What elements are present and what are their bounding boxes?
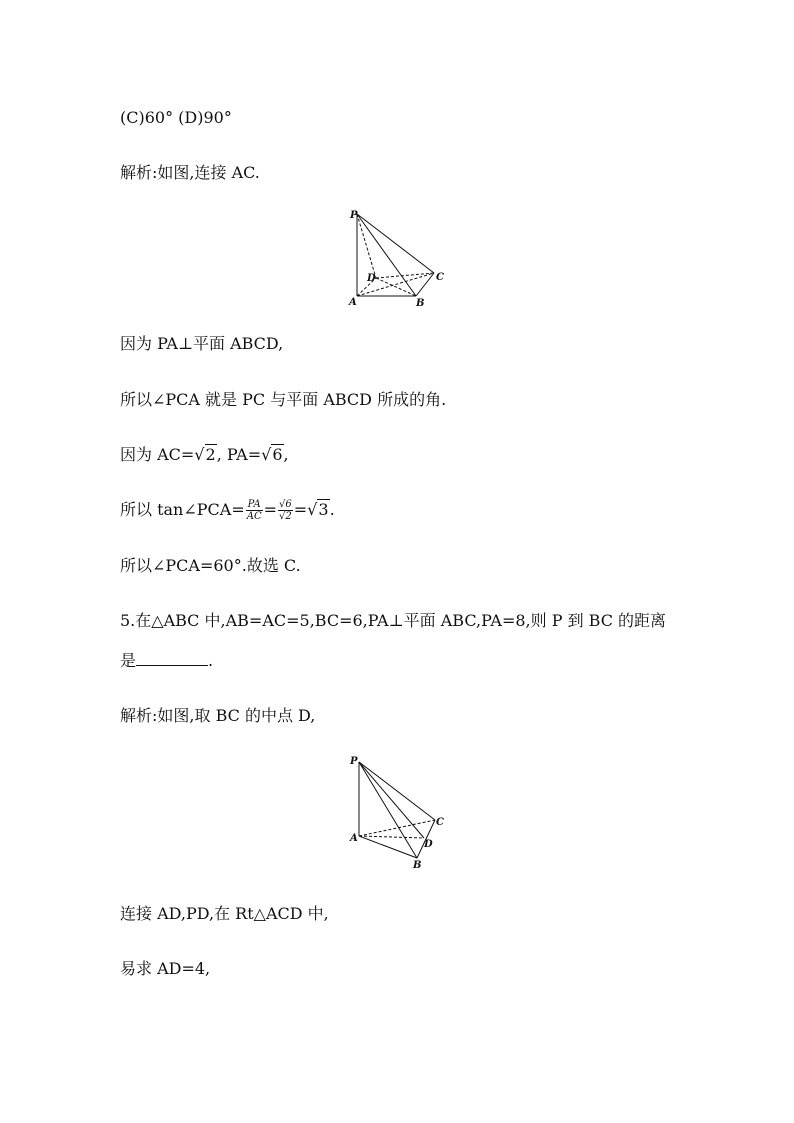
figure2-label-b: B (413, 860, 422, 871)
text-segment: . (208, 651, 214, 670)
figure2-label-d: D (424, 839, 433, 850)
figure1-label-c: C (436, 272, 444, 283)
fraction-numerator: PA (247, 499, 261, 510)
text-segment: , (283, 445, 289, 464)
radicand: 3 (318, 500, 329, 519)
solution2-line2: 易求 AD=4, (120, 959, 211, 978)
fraction-numerator: √6 (279, 499, 292, 510)
solution1-line4 (120, 499, 335, 522)
text-segment: . (329, 500, 335, 519)
pyramid-figure-2 (340, 750, 455, 875)
solution1-line1: 因为 PA⊥平面 ABCD, (120, 334, 284, 353)
text-segment: , PA= (216, 445, 262, 464)
radical-sign: √ (194, 445, 205, 464)
fraction-root6-root2 (278, 499, 293, 522)
solution1-line5: 所以∠PCA=60°.故选 C. (120, 556, 301, 575)
radicand: 2 (205, 445, 216, 464)
fraction-pa-ac (246, 499, 263, 522)
figure2-label-p: P (350, 756, 358, 767)
solution-intro-1: 解析:如图,连接 AC. (120, 163, 260, 182)
fraction-denominator: AC (246, 511, 262, 522)
solution1-line2: 所以∠PCA 就是 PC 与平面 ABCD 所成的角. (120, 390, 447, 409)
answer-blank (136, 651, 208, 666)
fraction-denominator: √2 (279, 511, 292, 522)
equals-sign: = (293, 500, 308, 519)
options-line: (C)60° (D)90° (120, 108, 232, 127)
text-segment: 所以 tan∠PCA= (120, 500, 245, 519)
figure1-label-d: D (367, 273, 376, 284)
figure2-label-c: C (436, 817, 444, 828)
solution1-line3 (120, 445, 289, 465)
figure1-label-p: P (350, 210, 358, 221)
question5-stem-line2 (120, 651, 213, 671)
radical-sign: √ (307, 500, 318, 519)
question5-stem: 5.在△ABC 中,AB=AC=5,BC=6,PA⊥平面 ABC,PA=8,则 P 到 BC 的距离 (120, 611, 667, 630)
radical-sign: √ (261, 445, 272, 464)
figure1-label-b: B (416, 298, 425, 309)
figure1-label-a: A (349, 297, 357, 308)
solution2-line1: 连接 AD,PD,在 Rt△ACD 中, (120, 904, 329, 923)
figure2-label-a: A (350, 833, 358, 844)
radicand: 6 (272, 445, 283, 464)
pyramid-figure-1 (340, 203, 455, 313)
equals-sign: = (263, 500, 278, 519)
text-segment: 是 (120, 651, 137, 670)
solution-intro-2: 解析:如图,取 BC 的中点 D, (120, 706, 316, 725)
text-segment: 因为 AC= (120, 445, 195, 464)
